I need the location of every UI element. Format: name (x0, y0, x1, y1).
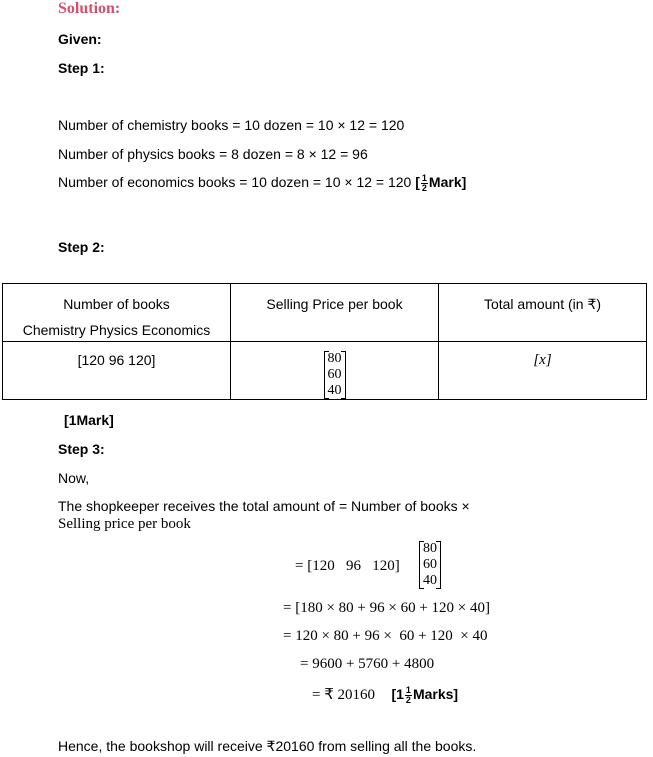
matrix-value: 40 (423, 573, 437, 588)
fraction-numerator: 1 (405, 684, 411, 695)
price-value: 40 (327, 383, 342, 398)
books-table (2, 283, 647, 400)
step2-mark: [1Mark] (64, 412, 114, 428)
total-value-cell (439, 342, 647, 400)
matrix-value: 60 (423, 557, 437, 572)
step1-label: Step 1: (58, 60, 105, 76)
step3-label: Step 3: (58, 441, 105, 457)
books-header: Number of books (63, 296, 170, 312)
price-header: Selling Price per book (266, 296, 403, 312)
books-subheader: Chemistry Physics Economics (22, 322, 211, 338)
mark-text: Marks] (412, 686, 459, 702)
equation-2: = [180 × 80 + 96 × 60 + 120 × 40] (283, 600, 490, 616)
price-header-cell (231, 284, 439, 342)
equation-5-value: = ₹ 20160 (312, 687, 376, 703)
statement-line-1: The shopkeeper receives the total amount of = Number of books × (58, 498, 470, 514)
physics-books-line: Number of physics books = 8 dozen = 8 × 12 = 96 (58, 146, 368, 162)
total-matrix: [x] (533, 352, 552, 368)
half-fraction (421, 174, 428, 193)
price-value-cell (231, 342, 439, 400)
conclusion-text: Hence, the bookshop will receive ₹20160 from selling all the books. (58, 738, 477, 754)
equation-4: = 9600 + 5760 + 4800 (300, 656, 435, 672)
solution-heading: Solution: (58, 0, 121, 17)
price-value: 80 (327, 351, 342, 366)
fraction-denominator: 2 (405, 694, 411, 705)
economics-books-line (58, 174, 466, 193)
table-row (3, 342, 647, 400)
books-row-matrix: [120 96 120] (77, 352, 156, 368)
marks-annotation (415, 173, 467, 193)
equation-1-matrix-wrap (419, 541, 441, 589)
half-fraction (405, 686, 412, 705)
total-header-cell (439, 284, 647, 342)
fraction-numerator: 1 (421, 173, 427, 183)
statement-line-2: Selling price per book (58, 516, 191, 532)
price-column-matrix (324, 351, 346, 399)
equation-5-mark (391, 684, 459, 705)
economics-books-text: Number of economics books = 10 dozen = 10 × 12 = 120 (58, 174, 412, 191)
mark-text: Mark] (428, 174, 467, 191)
price-value: 60 (327, 367, 342, 382)
equation-5 (312, 685, 458, 705)
books-header-cell (3, 284, 231, 342)
table-header-row (3, 284, 647, 342)
given-label: Given: (58, 31, 102, 47)
mark-bracket: [ (415, 174, 420, 191)
total-header: Total amount (in ₹) (483, 296, 602, 312)
chemistry-books-line: Number of chemistry books = 10 dozen = 10 × 12 = 120 (58, 117, 405, 133)
mark-bracket: [1 (391, 686, 404, 702)
now-text: Now, (58, 470, 90, 486)
matrix-value: 80 (423, 541, 437, 556)
books-value-cell (3, 342, 231, 400)
equation-3: = 120 × 80 + 96 × 60 + 120 × 40 (283, 628, 488, 644)
fraction-denominator: 2 (421, 183, 427, 193)
equation-1-lhs: = [120 96 120] (295, 558, 400, 574)
step2-label: Step 2: (58, 239, 105, 255)
equation-1-matrix (419, 541, 441, 589)
